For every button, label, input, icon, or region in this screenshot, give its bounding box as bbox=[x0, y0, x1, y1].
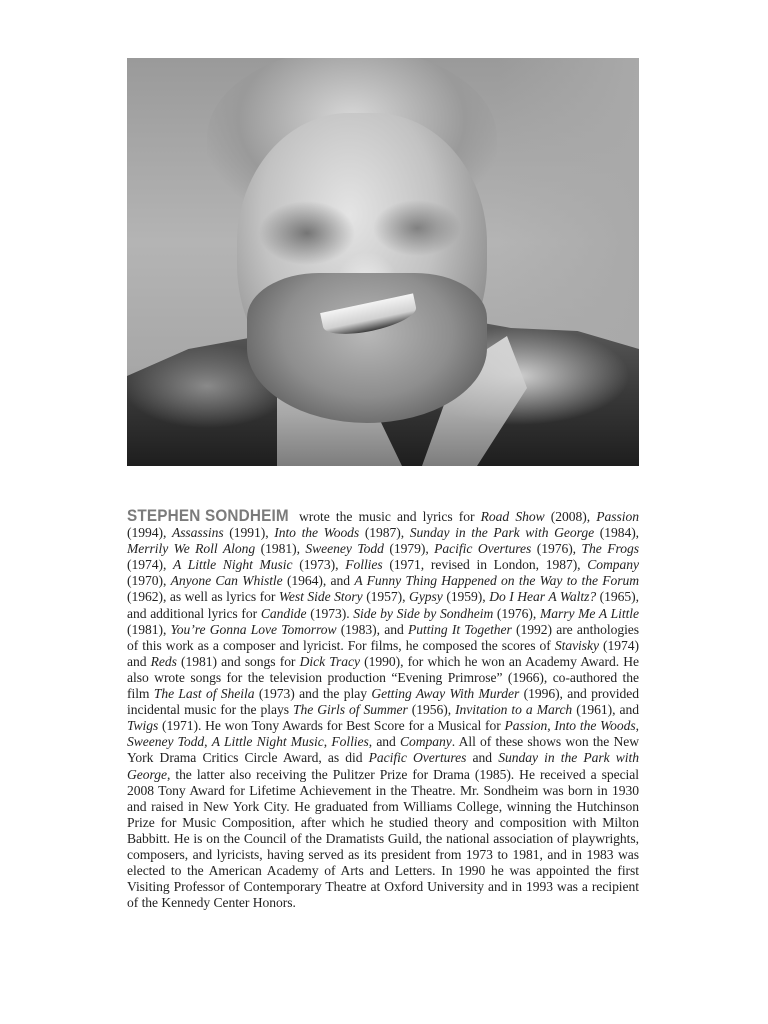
bio-text-run: (1976), bbox=[531, 541, 582, 557]
bio-text-run: , and bbox=[368, 734, 401, 750]
work-title: Pacific Overtures bbox=[368, 750, 467, 766]
work-title: Into the Woods bbox=[274, 525, 360, 541]
work-title: Anyone Can Whistle bbox=[170, 573, 283, 589]
work-title: Sweeney Todd bbox=[305, 541, 384, 557]
bio-text-run: (1981) and songs for bbox=[176, 653, 300, 669]
subject-name-heading: STEPHEN SONDHEIM bbox=[127, 506, 289, 525]
bio-text-run: (1970), bbox=[127, 573, 171, 589]
work-title: Company bbox=[587, 557, 640, 573]
work-title: Merrily We Roll Along bbox=[127, 541, 256, 557]
work-title: Pacific Overtures bbox=[434, 541, 532, 557]
work-title: Stavisky bbox=[554, 637, 599, 653]
bio-text-run: , the latter also receiving the Pulitzer Prize for Drama (1985). He received a special 2008 Tony Award for Lifetime Achievement in the Theatre. Mr. Sondheim was born in 1930 and raised in New York City. He graduated from Williams College, winning the Hutchinson Prize for Music Composition, after which he studied theory and composition with Milton Babbitt. He is on the Council of the Dramatists Guild, the national association of playwrights, composers, and lyricists, having served as its president from 1973 to 1981, and in 1983 was elected to the American Academy of Arts and Letters. In 1990 he was appointed the first Visiting Professor of Contemporary Theatre at Oxford University and in 1993 was a recipient of the Kennedy Center Honors. bbox=[127, 766, 639, 911]
bio-text-run: (1973), bbox=[292, 557, 346, 573]
work-title: A Little Night Music bbox=[211, 734, 324, 750]
work-title: Into the Woods bbox=[554, 718, 636, 734]
bio-text-run: (1973) and the play bbox=[254, 686, 372, 702]
biography-text bbox=[127, 506, 640, 911]
work-title: Twigs bbox=[127, 718, 159, 734]
bio-text-run: (1971, revised in London, 1987), bbox=[382, 557, 588, 573]
portrait-photo bbox=[127, 58, 639, 466]
bio-text-run: (1973). bbox=[306, 605, 354, 621]
bio-text-run: (1974), bbox=[127, 557, 174, 573]
bio-text-run: (1992) are anthologies of this work as a composer and lyricist. For films, he composed the scores of bbox=[127, 621, 640, 653]
bio-text-run: , bbox=[323, 734, 332, 750]
bio-text-run: (1974) and bbox=[127, 637, 639, 669]
bio-text-run: (1961), and bbox=[572, 702, 639, 718]
work-title: The Last of Sheila bbox=[153, 686, 255, 702]
bio-text-run: , bbox=[635, 718, 639, 734]
work-title: A Funny Thing Happened on the Way to the Forum bbox=[354, 573, 640, 589]
work-title: Candide bbox=[260, 605, 307, 621]
bio-text-run: (1979), bbox=[383, 541, 435, 557]
work-title: Company bbox=[400, 734, 452, 750]
work-title: Do I Hear A Waltz? bbox=[489, 589, 597, 605]
bio-text-run: (1981), bbox=[127, 621, 171, 637]
bio-text-run: (1981), bbox=[255, 541, 306, 557]
bio-text-run: (1991), bbox=[223, 525, 275, 541]
work-title: The Girls of Summer bbox=[293, 702, 408, 718]
work-title: Dick Tracy bbox=[299, 653, 360, 669]
bio-text-run: (1987), bbox=[359, 525, 410, 541]
work-title: Sunday in the Park with George bbox=[127, 750, 639, 782]
bio-text-run: (1984), bbox=[594, 525, 640, 541]
work-title: The Frogs bbox=[581, 541, 639, 557]
bio-text-run: (1965), and additional lyrics for bbox=[127, 589, 639, 621]
bio-text-run: (1976), bbox=[493, 605, 540, 621]
bio-text-run: (1959), bbox=[442, 589, 490, 605]
work-title: Putting It Together bbox=[407, 621, 512, 637]
work-title: Getting Away With Murder bbox=[371, 686, 520, 702]
bio-text-run: (2008), bbox=[544, 509, 597, 524]
work-title: Follies bbox=[331, 734, 369, 750]
work-title: Sunday in the Park with George bbox=[409, 525, 595, 541]
work-title: Sweeney Todd bbox=[127, 734, 205, 750]
work-title: Assassins bbox=[171, 525, 224, 541]
work-title: A Little Night Music bbox=[173, 557, 293, 573]
bio-text-run: . All of these shows won the New York Drama Critics Circle Award, as did bbox=[127, 734, 640, 766]
work-title: Road Show bbox=[480, 509, 545, 524]
bio-text-run: (1971). He won Tony Awards for Best Score for a Musical for bbox=[158, 718, 505, 734]
bio-text-run: (1990), for which he won an Academy Award. He also wrote songs for the television production “Evening Primrose” (1966), co-authored the film bbox=[127, 653, 639, 702]
work-title: Passion bbox=[596, 509, 639, 524]
work-title: You’re Gonna Love Tomorrow bbox=[170, 621, 337, 637]
bio-text-run: (1957), bbox=[362, 589, 410, 605]
work-title: Gypsy bbox=[409, 589, 443, 605]
bio-text-run: (1962), as well as lyrics for bbox=[127, 589, 279, 605]
biography-paragraph bbox=[127, 508, 639, 911]
bio-text-run: wrote the music and lyrics for bbox=[292, 509, 481, 524]
bio-text-run: (1996), and provided incidental music for the plays bbox=[127, 686, 639, 718]
work-title: Invitation to a March bbox=[455, 702, 573, 718]
work-title: Passion bbox=[504, 718, 548, 734]
bio-text-run: (1994), bbox=[127, 525, 172, 541]
bio-text-run: , bbox=[547, 718, 555, 734]
work-title: West Side Story bbox=[278, 589, 363, 605]
bio-text-run: and bbox=[466, 750, 499, 766]
bio-text-run: (1956), bbox=[407, 702, 456, 718]
work-title: Marry Me A Little bbox=[539, 605, 640, 621]
bio-text-run: (1964), and bbox=[282, 573, 355, 589]
bio-text-run: , bbox=[204, 734, 212, 750]
photo-beard bbox=[247, 273, 487, 423]
bio-text-run: (1983), and bbox=[336, 621, 408, 637]
work-title: Follies bbox=[345, 557, 383, 573]
work-title: Reds bbox=[150, 653, 177, 669]
work-title: Side by Side by Sondheim bbox=[353, 605, 494, 621]
